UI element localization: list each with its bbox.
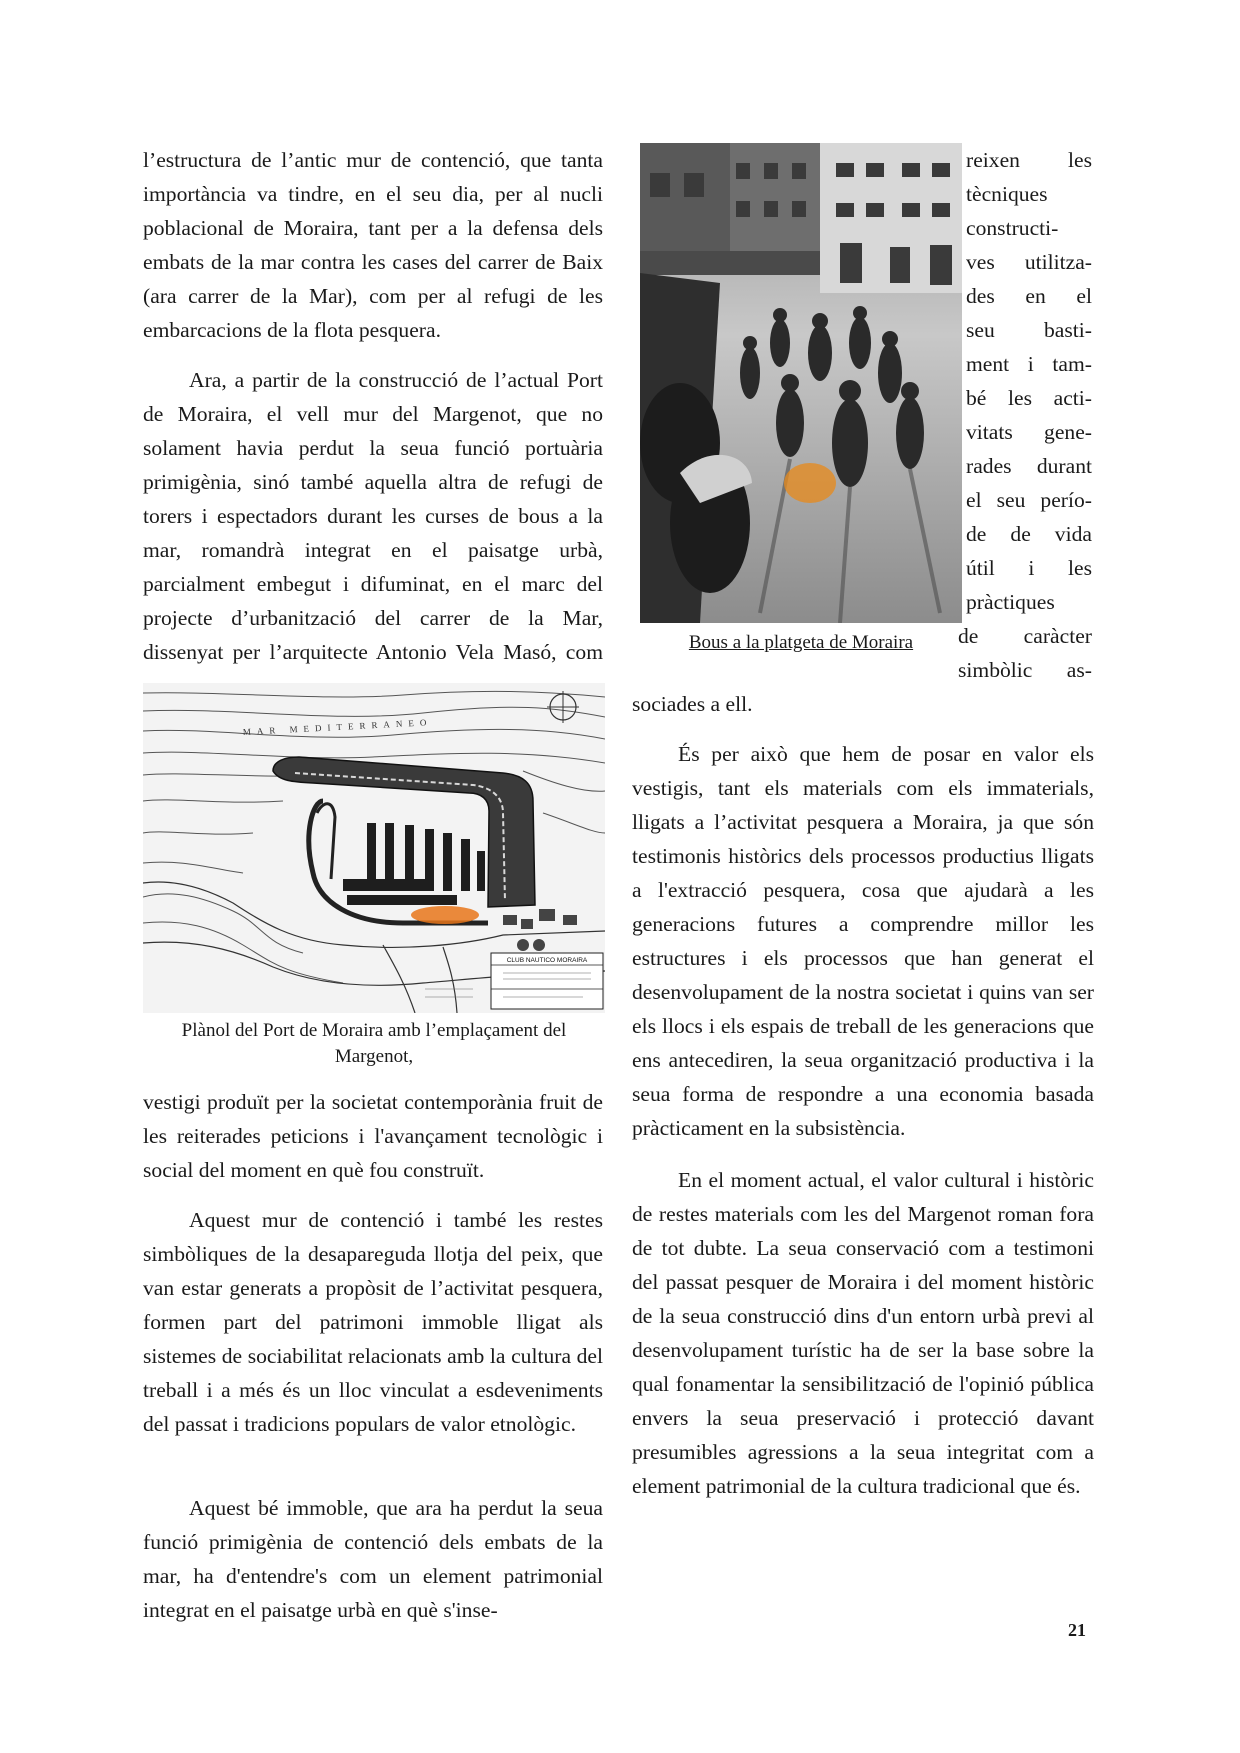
- paragraph: Aquest bé immoble, que ara ha perdut la seua funció primigènia de contenció dels embats de la mar, ha d'entendre's com un element patrimonial integrat en el paisatge urbà en què s'inse-: [143, 1496, 603, 1622]
- map-sea-label: MAR MEDITERRANEO: [242, 717, 433, 737]
- bulls-on-beach-photo: [640, 143, 962, 623]
- bulls-photo-figure: [640, 143, 962, 623]
- wrap-line: de caràcter: [958, 624, 1092, 648]
- wrap-line: rades durant: [966, 454, 1092, 478]
- wrap-text-lower: [958, 619, 1092, 687]
- paragraph: Aquest mur de contenció i també les restes simbòliques de la desapareguda llotja del peix, que van estar generats a propòsit de l’activitat pesquera, formen part del patrimoni immoble lligat als sistemes de sociabilitat relacionats amb la cultura del treball i a més és un lloc vinculat a esdeveniments del passat i tradicions populars de valor etnològic.: [143, 1208, 603, 1436]
- paragraph: En el moment actual, el valor cultural i històric de restes materials com les del Margenot roman fora de tot dubte. La seua conservació com a testimoni del passat pesquer de Moraira i del moment històric de la seua construcció dins d'un entorn urbà previ al desenvolupament turístic ha de ser la base sobre la qual fonamentar la sensibilització de l'opinió pública envers la seua preservació i protecció davant presumibles agressions a la seua integritat com a element patrimonial de la cultura tradicional que és.: [632, 1168, 1094, 1498]
- wrap-line: des en el: [966, 284, 1092, 308]
- plan-title-block: [491, 953, 603, 1009]
- paragraph: És per això que hem de posar en valor els vestigis, tant els materials com els immaterials, lligats a l’activitat pesquera a Moraira, ja que són testimonis històrics dels processos productius lligats a l'extracció pesquera, cosa que ajudarà a les generacions futures a comprendre millor les estructures i els processos que han generat el desenvolupament de la nostra societat i quins van ser els llocs i els espais de treball de les generacions que ens antecediren, la seua organització productiva i la seua forma de respondre a una economia basada pràcticament en la subsistència.: [632, 742, 1094, 1140]
- port-plan-drawing: [143, 683, 605, 1013]
- wrap-line: pràctiques: [966, 590, 1055, 614]
- photo-caption: Bous a la platgeta de Moraira: [688, 632, 914, 653]
- wrap-line: constructi-: [966, 216, 1059, 240]
- wrap-line: simbòlic as-: [958, 658, 1092, 682]
- margenot-location-highlight: [411, 906, 479, 924]
- wrap-line: bé les acti-: [966, 386, 1092, 410]
- wrap-line: ment i tam-: [966, 352, 1092, 376]
- wrap-line: ves utilitza-: [966, 250, 1092, 274]
- page-number: 21: [1068, 1620, 1086, 1640]
- wrap-line: tècniques: [966, 182, 1048, 206]
- location-highlight: [784, 463, 836, 503]
- wrap-line: vitats gene-: [966, 420, 1092, 444]
- wrap-text: [966, 143, 1092, 619]
- wrap-line: el seu perío-: [966, 488, 1092, 512]
- wrap-line: seu basti-: [966, 318, 1092, 342]
- paragraph: l’estructura de l’antic mur de contenció, que tanta importància va tindre, en el seu dia, per al nucli poblacional de Moraira, tant per a la defensa dels embats de la mar contra les cases del carrer de Baix (ara carrer de la Mar), com per al refugi de les embarcacions de la flota pesquera.: [143, 148, 603, 342]
- wrap-line: de de vida: [966, 522, 1092, 546]
- paragraph: sociades a ell.: [632, 692, 753, 716]
- wrap-line: útil i les: [966, 556, 1092, 580]
- paragraph: vestigi produït per la societat contemporània fruit de les reiterades peticions i l'avançament tecnològic i social del moment en què fou construït.: [143, 1090, 603, 1182]
- wrap-line: reixen les: [966, 148, 1092, 172]
- figure-caption: Plànol del Port de Moraira amb l’emplaçament del Margenot,: [181, 1020, 567, 1067]
- port-plan-figure: [143, 683, 605, 1013]
- background-buildings: [640, 143, 962, 293]
- paragraph: Ara, a partir de la construcció de l’actual Port de Moraira, el vell mur del Margenot, que no solament havia perdut la seua funció portuària primigènia, sinó també aquella altra de refugi de torers i espectadors durant les curses de bous a la mar, romandrà integrat en el paisatge urbà, parcialment embegut i difuminat, en el marc del projecte d’urbanització del carrer de la Mar, dissenyat per l’arquitecte Antonio Vela Masó, com: [143, 368, 603, 664]
- plan-title-text: CLUB NAUTICO MORAIRA: [506, 957, 588, 964]
